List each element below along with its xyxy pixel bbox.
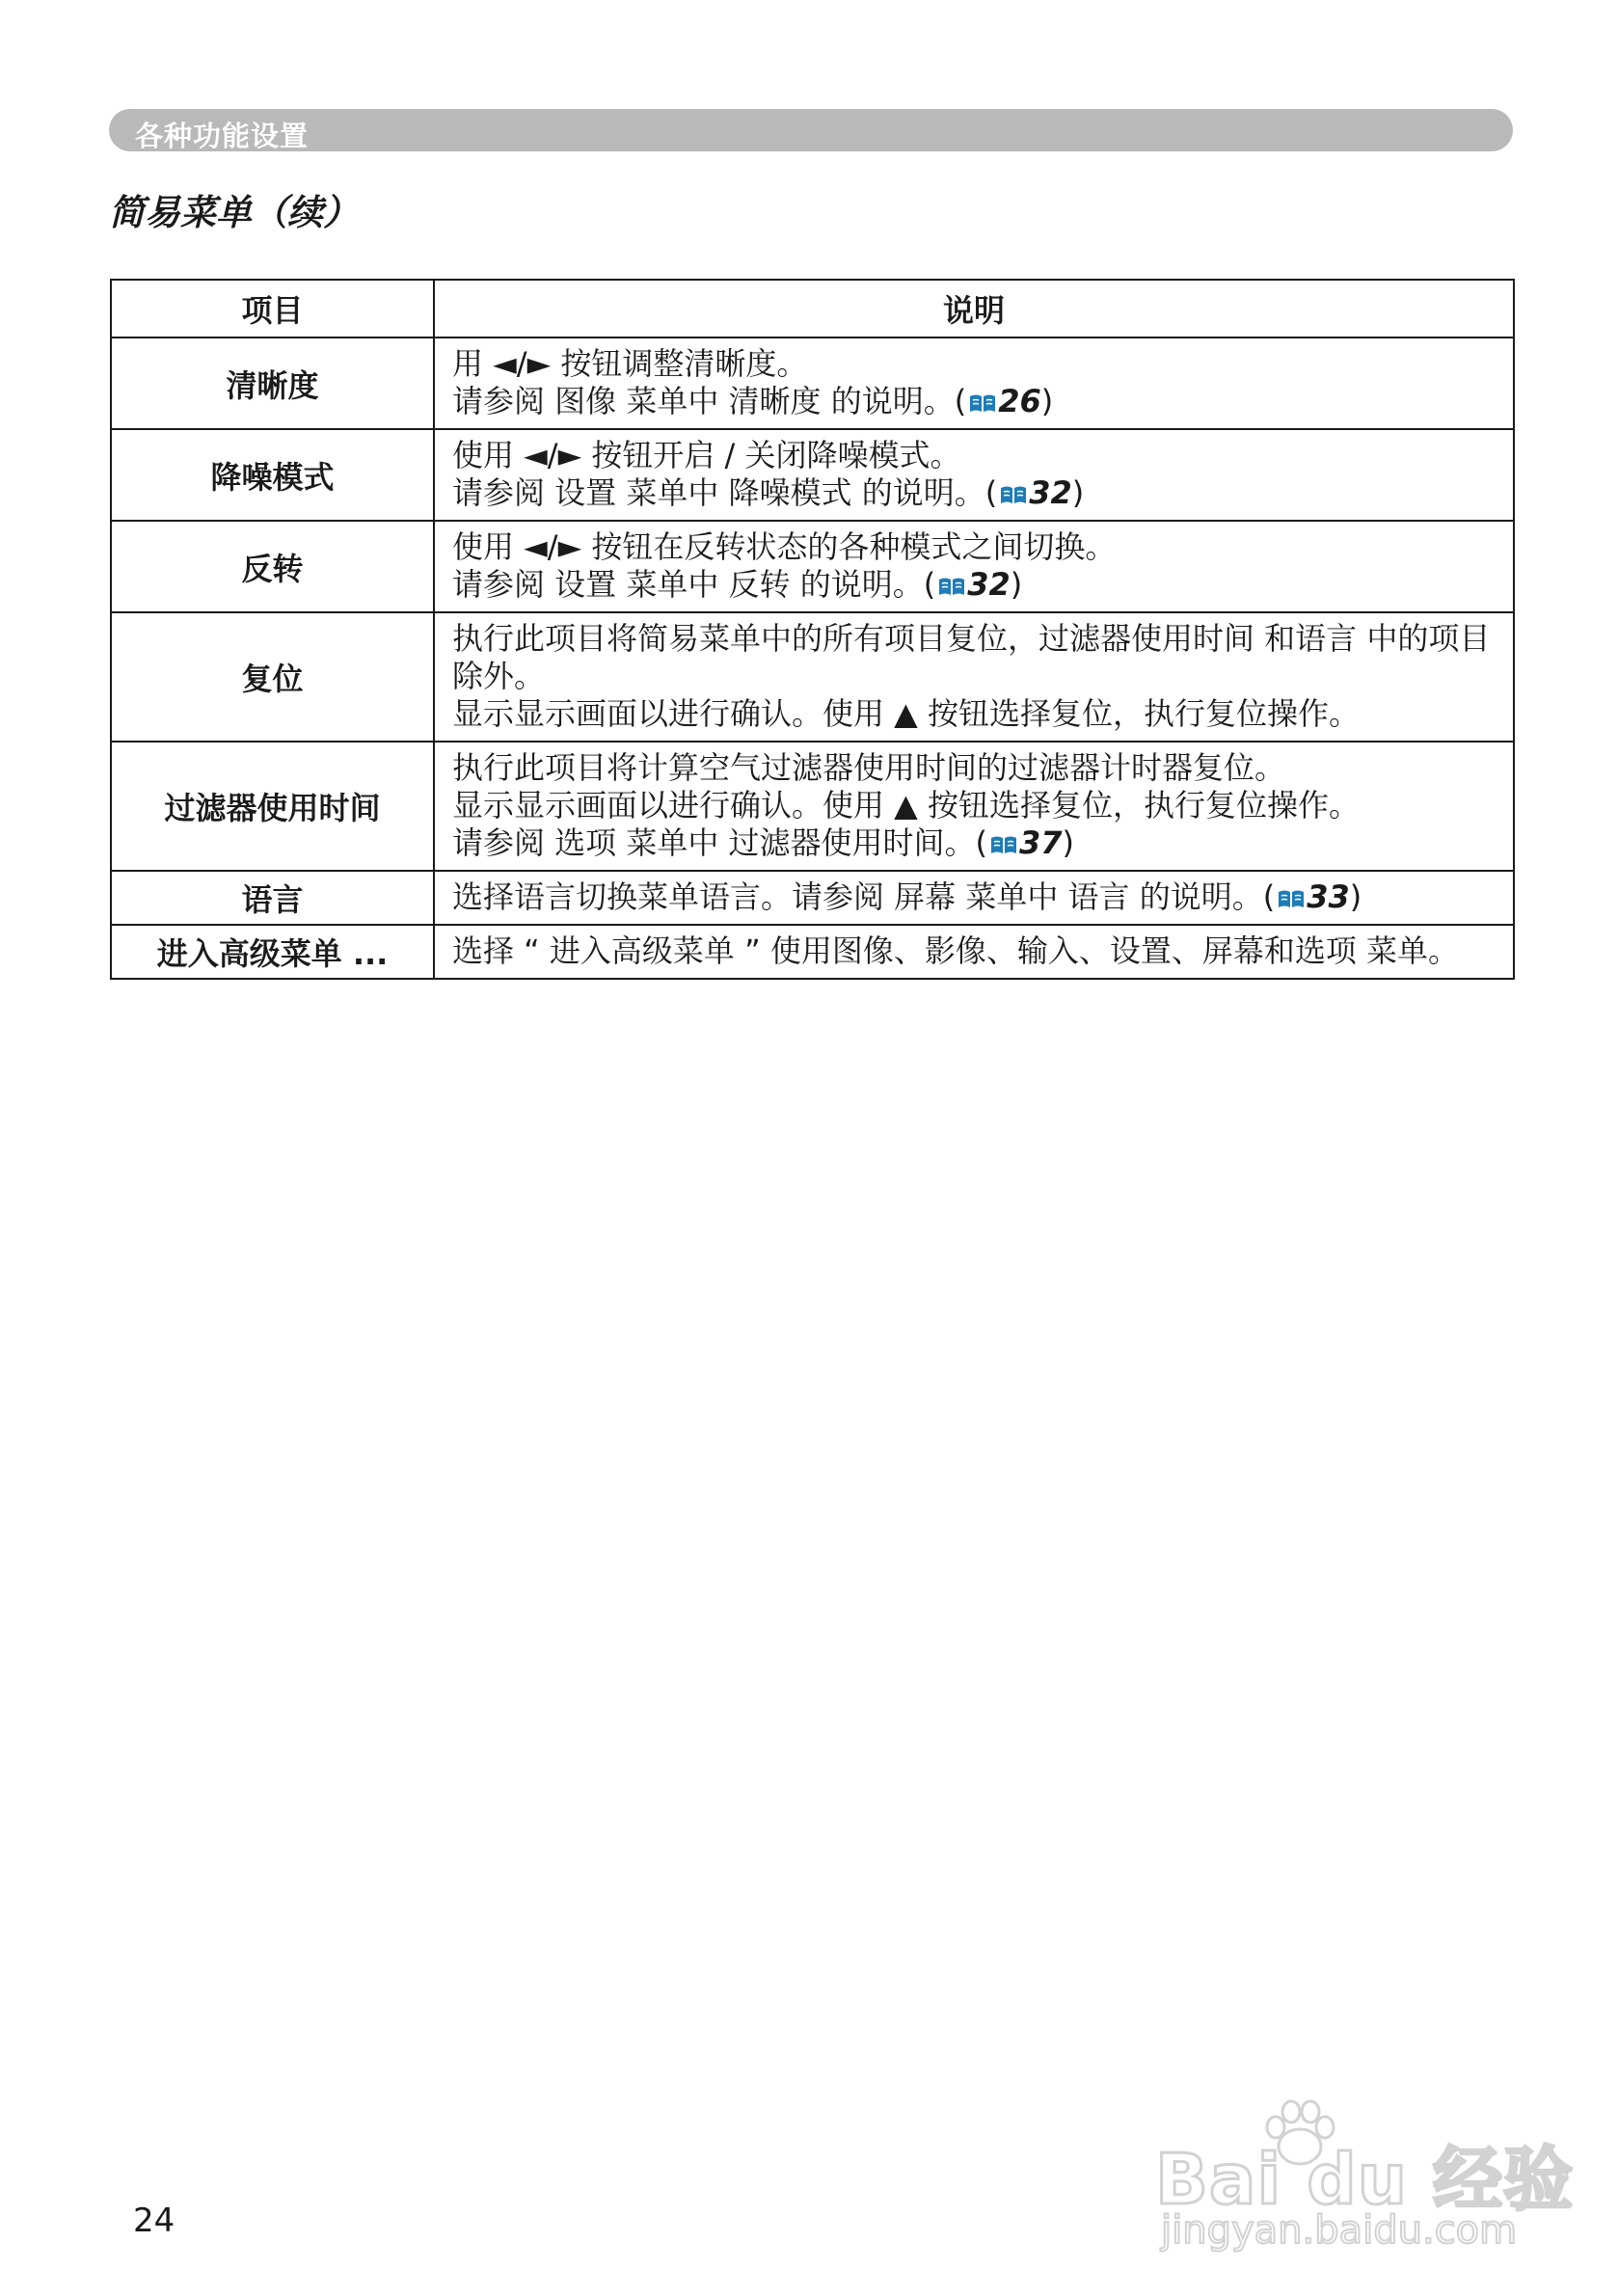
description-line — [452, 566, 1496, 604]
item-description — [434, 925, 1514, 979]
page-reference: 37 — [1019, 824, 1063, 861]
description-line — [452, 749, 1496, 787]
description-line — [452, 383, 1496, 420]
item-name: 反转 — [111, 521, 434, 612]
item-name: 过滤器使用时间 — [111, 742, 434, 871]
menu-table — [110, 279, 1515, 980]
description-line — [452, 824, 1496, 862]
item-description — [434, 521, 1514, 612]
description-line — [452, 620, 1496, 695]
item-description — [434, 612, 1514, 742]
column-header-description: 说明 — [434, 280, 1514, 338]
book-icon — [989, 826, 1018, 848]
table-row — [111, 925, 1514, 979]
reference-suffix: ) — [1010, 566, 1023, 603]
description-text: 执行此项目将简易菜单中的所有项目复位，过滤器使用时间 和语言 中的项目除外。 — [452, 620, 1491, 694]
item-name: 语言 — [111, 871, 434, 925]
page-number: 24 — [133, 2201, 175, 2240]
book-icon — [968, 385, 997, 406]
item-description — [434, 429, 1514, 521]
page-reference: 33 — [1307, 878, 1350, 915]
section-banner — [109, 109, 1513, 151]
table-row — [111, 871, 1514, 925]
description-text: 请参阅 设置 菜单中 降噪模式 的说明。( — [452, 474, 998, 511]
description-line — [452, 528, 1496, 566]
item-name: 清晰度 — [111, 338, 434, 429]
description-line — [452, 695, 1496, 733]
page-title: 简易菜单（续） — [109, 192, 359, 233]
column-header-item: 项目 — [111, 280, 434, 338]
description-text: 使用 ◄/► 按钮开启 / 关闭降噪模式。 — [452, 437, 961, 473]
book-icon — [937, 568, 966, 589]
watermark-brand: Bai du 经验 — [1155, 2139, 1575, 2220]
description-text: 请参阅 选项 菜单中 过滤器使用时间。( — [452, 824, 988, 861]
table-row — [111, 742, 1514, 871]
description-text: 请参阅 设置 菜单中 反转 的说明。( — [452, 566, 936, 603]
page-reference: 26 — [998, 383, 1041, 419]
book-icon — [1277, 880, 1306, 902]
reference-suffix: ) — [1040, 383, 1054, 419]
description-line — [452, 932, 1496, 970]
description-text: 执行此项目将计算空气过滤器使用时间的过滤器计时器复位。 — [452, 749, 1286, 786]
table-row — [111, 521, 1514, 612]
description-text: 显示显示画面以进行确认。使用 ▲ 按钮选择复位，执行复位操作。 — [452, 787, 1360, 824]
description-line — [452, 437, 1496, 474]
description-text: 请参阅 图像 菜单中 清晰度 的说明。( — [452, 383, 967, 419]
table-row — [111, 338, 1514, 429]
description-text: 显示显示画面以进行确认。使用 ▲ 按钮选择复位，执行复位操作。 — [452, 695, 1360, 732]
description-line — [452, 345, 1496, 383]
item-description — [434, 871, 1514, 925]
table-row — [111, 429, 1514, 521]
item-name: 进入高级菜单 ... — [111, 925, 434, 979]
table-row — [111, 612, 1514, 742]
description-text: 用 ◄/► 按钮调整清晰度。 — [452, 345, 808, 382]
reference-suffix: ) — [1349, 878, 1362, 915]
description-line — [452, 878, 1496, 916]
item-name: 降噪模式 — [111, 429, 434, 521]
item-description — [434, 742, 1514, 871]
page-reference: 32 — [1029, 474, 1072, 511]
reference-suffix: ) — [1062, 824, 1075, 861]
page-reference: 32 — [967, 566, 1011, 603]
reference-suffix: ) — [1071, 474, 1085, 511]
description-line — [452, 787, 1496, 824]
description-text: 使用 ◄/► 按钮在反转状态的各种模式之间切换。 — [452, 528, 1117, 565]
description-text: 选择 “ 进入高级菜单 ” 使用图像、影像、输入、设置、屏幕和选项 菜单。 — [452, 932, 1460, 969]
item-description — [434, 338, 1514, 429]
item-name: 复位 — [111, 612, 434, 742]
book-icon — [999, 476, 1028, 498]
section-label: 各种功能设置 — [135, 120, 310, 152]
watermark-url: jingyan.baidu.com — [1161, 2208, 1518, 2253]
description-line — [452, 474, 1496, 512]
description-text: 选择语言切换菜单语言。请参阅 屏幕 菜单中 语言 的说明。( — [452, 878, 1276, 915]
table-header-row — [111, 280, 1514, 338]
watermark — [1146, 2091, 1575, 2255]
